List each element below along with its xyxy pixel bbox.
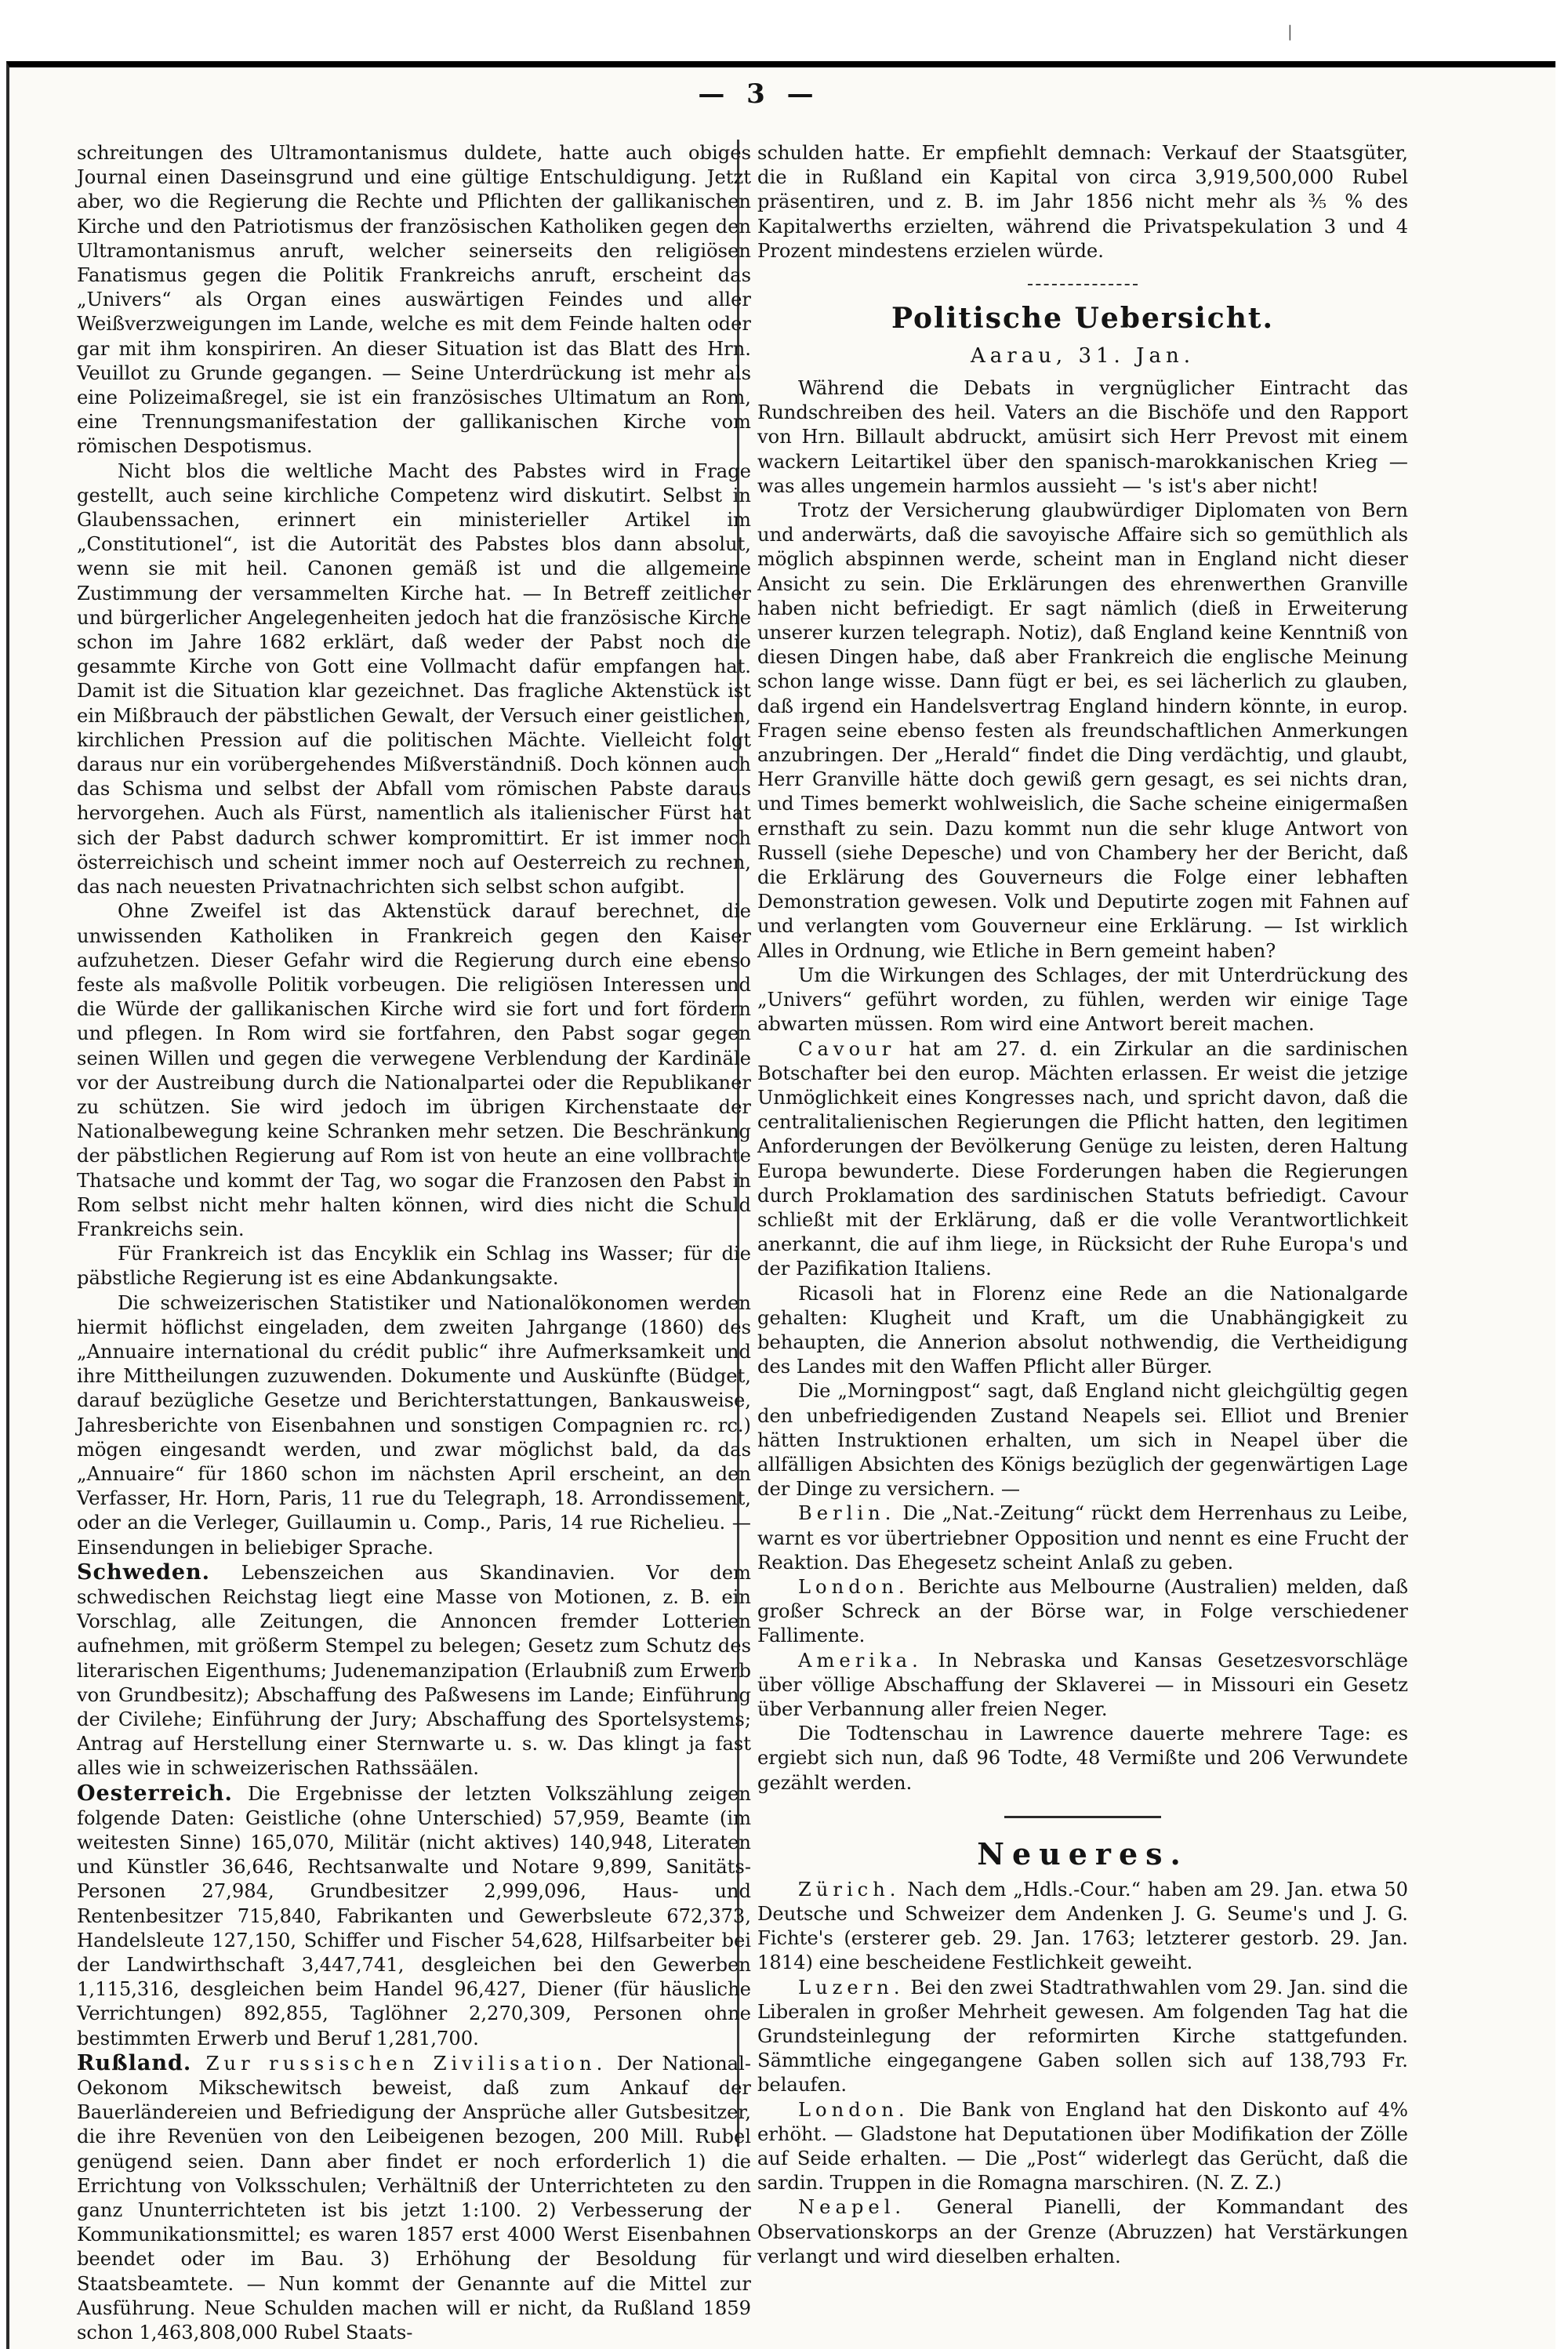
paragraph-lead-london-bank: London.	[798, 2098, 909, 2121]
section-subtitle-russland: Zur russischen Zivilisation.	[191, 2052, 608, 2075]
paragraph-ricasoli: Ricasoli hat in Florenz eine Rede an die Nationalgarde gehalten: Klugheit und Kraft, um die Unabhängigkeit zu behaupten, die Annerion absolut nothwendig, die Vertheidigung des Landes mit den Waffen Pflicht aller Bürger.	[757, 1282, 1408, 1378]
paragraph-pabst-macht: Nicht blos die weltliche Macht des Pabstes wird in Frage gestellt, auch seine kirchliche Competenz wird diskutirt. Selbst in Glaubenssachen, erinnert ein ministerieller Artikel im „Constitutionel“, ist die Autorität des Pabstes blos dann absolut, wenn sie mit heil. Canonen gemäß ist und die allgemeine Zustimmung der versammelten Kirche hat. — In Betreff zeitlicher und bürgerlicher Angelegenheiten jedoch hat die französische Kirche schon im Jahre 1682 erklärt, daß weder der Pabst noch die gesammte Kirche von Gott eine Vollmacht dafür empfangen hat. Damit ist die Situation klar gezeichnet. Das fragliche Aktenstück ist ein Mißbrauch der päbstlichen Gewalt, der Versuch einer geistlichen, kirchlichen Pression auf die politischen Mächte. Vielleicht folgt daraus nur ein vorübergehendes Mißverständniß. Doch können auch das Schisma und selbst der Abfall vom römischen Pabste daraus hervorgehen. Auch als Fürst, namentlich als italienischer Fürst hat sich der Pabst dadurch schwer kompromittirt. Er ist immer noch österreichisch und scheint immer noch auf Oesterreich zu rechnen, das nach neuesten Privatnachrichten sich selbst schon aufgibt.	[77, 459, 751, 899]
section-text-schweden: Lebenszeichen aus Skandinavien. Vor dem schwedischen Reichstag liegt eine Masse von Motionen, z. B. ein Vorschlag, alle Zeitungen, die Annoncen fremder Lotterien aufnehmen, mit größerm Stempel zu belegen; Gesetz zum Schutz des literarischen Eigenthums; Judenemanzipation (Erlaubniß zum Erwerb von Grundbesitz); Abschaffung des Paßwesens im Lande; Einführung der Civilehe; Einführung der Jury; Abschaffung des Sportelsystems; Antrag auf Herstellung einer Sternwarte u. s. w. Das klingt ja fast alles wie in schweizerischen Rathssäälen.	[77, 1561, 751, 1780]
heading-neueres: Neueres.	[977, 1835, 1189, 1872]
section-text-oesterreich: Die Ergebnisse der letzten Volkszählung zeigen folgende Daten: Geistliche (ohne Unterschied) 57,959, Beamte (im weitesten Sinne) 165,070, Militär (nicht aktives) 140,948, Literaten und Künstler 36,646, Rechtsanwalte und Notare 9,899, Sanitäts-Personen 27,984, Grundbesitzer 2,999,096, Haus- und Rentenbesitzer 715,840, Fabrikanten und Gewerbsleute 672,373, Handelsleute 127,150, Schiffer und Fischer 54,628, Hilfsarbeiter bei der Landwirthschaft 3,447,741, desgleichen bei den Gewerben 1,115,316, desgleichen beim Handel 96,427, Diener (für häusliche Verrichtungen) 892,855, Taglöhner 2,270,309, Personen ohne bestimmten Erwerb und Beruf 1,281,700.	[77, 1782, 751, 2049]
paragraph-encyklik: Für Frankreich ist das Encyklik ein Schlag ins Wasser; für die päbstliche Regierung ist es eine Abdankungsakte.	[77, 1243, 751, 1290]
page-number: — 3 —	[698, 78, 820, 110]
paragraph-text-london: Berichte aus Melbourne (Australien) melden, daß großer Schreck an der Börse war, in Folge verschiedener Fallimente.	[757, 1575, 1408, 1647]
paragraph-cavour	[757, 1037, 1408, 1282]
paragraph-text-berlin: Die „Nat.-Zeitung“ rückt dem Herrenhaus zu Leibe, warnt es vor übertriebner Opposition und nennt es eine Frucht der Reaktion. Das Ehegesetz scheint Anlaß zu geben.	[757, 1502, 1408, 1574]
paragraph-lead-berlin: Berlin.	[798, 1502, 896, 1525]
paragraph-luzern	[757, 1976, 1408, 2098]
paragraph-russland-continued: schulden hatte. Er empfiehlt demnach: Verkauf der Staatsgüter, die in Rußland ein Kapital von circa 3,919,500,000 Rubel präsentiren, und z. B. im Jahr 1856 nicht mehr als ⅗ % des Kapitalwerths erzielten, während die Privatspekulation 3 und 4 Prozent mindestens erzielen würde.	[757, 142, 1408, 262]
paragraph-zuerich	[757, 1878, 1408, 1976]
paragraph-neapel	[757, 2195, 1408, 2269]
paragraph-text-zuerich: Nach dem „Hdls.-Cour.“ haben am 29. Jan. etwa 50 Deutsche und Schweizer dem Andenken J. G. Seume's und J. G. Fichte's (ersterer geb. 29. Jan. 1763; letzterer gestorb. 29. Jan. 1814) eine bescheidene Festlichkeit geweiht.	[757, 1878, 1408, 1974]
paragraph-text-luzern: Bei den zwei Stadtrathwahlen vom 29. Jan. sind die Liberalen in großer Mehrheit gewesen. Am folgenden Tag hat die Grundsteinlegung der reformirten Kirche stattgefunden. Sämmtliche eingegangene Gaben sollen sich auf 138,793 Fr. belaufen.	[757, 1976, 1408, 2097]
dateline: Aarau, 31. Jan.	[970, 344, 1196, 369]
section-oesterreich	[77, 1781, 751, 2051]
paragraph-text-amerika: In Nebraska und Kansas Gesetzesvorschläge über völlige Abschaffung der Sklaverei — in Missouri ein Gesetz über Verbannung aller freien Neger.	[757, 1649, 1408, 1720]
paragraph-london-bank	[757, 2098, 1408, 2196]
paragraph-amerika	[757, 1649, 1408, 1723]
paragraph-text-neapel: General Pianelli, der Kommandant des Observationskorps an der Grenze (Abruzzen) hat Verstärkungen verlangt und wird dieselben erhalten.	[757, 2196, 1408, 2267]
section-russland	[77, 2051, 751, 2345]
paragraph-debats: Während die Debats in vergnüglicher Eintracht das Rundschreiben des heil. Vaters an die Bischöfe und den Rapport von Hrn. Billault abdruckt, amüsirt sich Herr Prevost mit einem wackern Leitartikel über den spanisch-marokkanischen Krieg — was alles ungemein harmlos aussieht — 's ist's aber nicht!	[757, 377, 1408, 497]
section-text-russland: Der National-Oekonom Mikschewitsch beweist, daß zum Ankauf der Bauerländereien und Befriedigung der Ansprüche aller Gutsbesitzer, die ihre Revenüen von den Leibeigenen bezogen, 200 Mill. Rubel genügend seien. Dann aber findet er noch erforderlich 1) die Errichtung von Volksschulen; Verhältniß der Unterrichteten zu den ganz Ununterrichteten ist bis jetzt 1:100. 2) Verbesserung der Kommunikationsmittel; es waren 1857 erst 4000 Werst Eisenbahnen beendet oder im Bau. 3) Erhöhung der Besoldung für Staatsbeamtete. — Nun kommt der Genannte auf die Mittel zur Ausführung. Neue Schulden machen will er nicht, da Rußland 1859 schon 1,463,808,000 Rubel Staats-	[77, 2052, 751, 2344]
corner-mark: |	[1287, 22, 1293, 41]
paragraph-lead-cavour: Cavour	[798, 1037, 896, 1060]
paragraph-lead-london: London.	[798, 1575, 909, 1598]
section-lead-oesterreich: Oesterreich.	[77, 1781, 233, 1806]
separator-dashed	[1028, 284, 1138, 285]
paragraph-annuaire-notice: Die schweizerischen Statistiker und Nationalökonomen werden hiermit höflichst eingeladen, dem zweiten Jahrgange (1860) des „Annuaire international du crédit public“ ihre Aufmerksamkeit und ihre Mittheilungen zuzuwenden. Dokumente und Auskünfte (Büdget, darauf bezügliche Gesetze und Berichterstattungen, Bankausweise, Jahresberichte von Eisenbahnen und sonstigen Compagnien rc. rc.) mögen eingesandt werden, und zwar möglichst bald, da das „Annuaire“ für 1860 schon im nächsten April erscheint, an den Verfasser, Hr. Horn, Paris, 11 rue du Telegraph, 18. Arrondissement, oder an die Verleger, Guillaumin u. Comp., Paris, 14 rue Richelieu. — Einsendungen in beliebiger Sprache.	[77, 1291, 751, 1559]
left-column	[77, 141, 751, 2345]
paragraph-berlin	[757, 1501, 1408, 1575]
paragraph-london-melbourne	[757, 1575, 1408, 1649]
paragraph-lawrence: Die Todtenschau in Lawrence dauerte mehrere Tage: es ergiebt sich nun, daß 96 Todte, 48 Vermißte und 206 Verwundete gezählt werden.	[757, 1723, 1408, 1794]
paragraph-lead-zuerich: Zürich.	[798, 1878, 901, 1901]
section-lead-schweden: Schweden.	[77, 1559, 211, 1585]
paragraph-univers-schlag: Um die Wirkungen des Schlages, der mit Unterdrückung des „Univers“ geführt worden, zu fühlen, werden wir einige Tage abwarten müssen. Rom wird eine Antwort bereit machen.	[757, 964, 1408, 1036]
paragraph-lead-amerika: Amerika.	[798, 1649, 923, 1672]
paragraph-univers-continued: schreitungen des Ultramontanismus duldete, hatte auch obiges Journal einen Daseinsgrund und eine gültige Entschuldigung. Jetzt aber, wo die Regierung die Rechte und Pflichten der gallikanischen Kirche und den Patriotismus der französischen Katholiken gegen den Ultramontanismus anruft, welcher seinerseits den religiösen Fanatismus gegen die Politik Frankreichs anruft, erscheint das „Univers“ als Organ eines auswärtigen Feindes und aller Weißverzweigungen im Lande, welche es mit dem Feinde halten oder gar mit ihm konspiriren. An dieser Situation ist das Blatt des Hrn. Veuillot zu Grunde gegangen. — Seine Unterdrückung ist mehr als eine Polizeimaßregel, sie ist ein französisches Ultimatum an Rom, eine Trennungsmanifestation der gallikanischen Kirche vom römischen Despotismus.	[77, 142, 751, 458]
paragraph-aktenstueck: Ohne Zweifel ist das Aktenstück darauf berechnet, die unwissenden Katholiken in Frankreich gegen den Kaiser aufzuhetzen. Dieser Gefahr wird die Regierung durch eine ebenso feste als maßvolle Politik vorbeugen. Die religiösen Interessen und die Würde der gallikanischen Kirche wird sie fort und fort fördern und pflegen. In Rom wird sie fortfahren, den Pabst sogar gegen seinen Willen und gegen die verwegene Verblendung der Kardinäle vor der Austreibung durch die Nationalpartei oder die Republikaner zu schützen. Sie wird jedoch im übrigen Kirchenstaate der Nationalbewegung keine Schranken mehr setzen. Die Beschränkung der päbstlichen Regierung auf Rom ist von heute an eine vollbrachte Thatsache und kommt der Tag, wo sogar die Franzosen den Pabst in Rom selbst nicht mehr halten können, wird dies nicht die Schuld Frankreichs sein.	[77, 900, 751, 1240]
heading-politische-uebersicht: Politische Uebersicht.	[891, 302, 1275, 336]
section-lead-russland: Rußland.	[77, 2050, 192, 2075]
right-column	[757, 141, 1408, 2269]
paragraph-savoyen: Trotz der Versicherung glaubwürdiger Diplomaten von Bern und anderwärts, daß die savoyische Affaire sich so gemüthlich als möglich abspinnen werde, scheint man in England nicht dieser Ansicht zu sein. Die Erklärungen des ehrenwerthen Granville haben nicht befriedigt. Er sagt nämlich (dieß in Erweiterung unserer kurzen telegraph. Notiz), daß England keine Kenntniß von diesen Dingen habe, daß aber Frankreich die englische Meinung schon lange wisse. Dann fügt er bei, es sei lächerlich zu glauben, daß irgend ein Handelsvertrag England hindern könnte, in europ. Fragen seine ebenso festen als freundschaftlichen Anmerkungen anzubringen. Der „Herald“ findet die Ding verdächtig, und glaubt, Herr Granville hätte doch gewiß gern gesagt, es sei nichts dran, und Times bemerkt wohlweislich, die Sache scheine einigermaßen ernsthaft zu sein. Dazu kommt nun die sehr kluge Antwort von Russell (siehe Depesche) und von Chambery her der Bericht, daß die Erklärung des Gouverneurs die Folge einer lebhaften Demonstration gewesen. Volk und Deputirte zogen mit Fahnen auf und verlangten vom Gouverneur eine Erklärung. — Ist wirklich Alles in Ordnung, wie Etliche in Bern gemeint haben?	[757, 499, 1408, 962]
section-schweden	[77, 1560, 751, 1781]
separator-rule	[1004, 1816, 1161, 1818]
paragraph-text-cavour: hat am 27. d. ein Zirkular an die sardinischen Botschafter bei den europ. Mächten erlassen. Er weist die jetzige Unmöglichkeit eines Kongresses nach, und spricht davon, daß die centralitalienischen Regierungen die Pflicht hatten, den legitimen Anforderungen der Bevölkerung Genüge zu leisten, deren Haltung Europa bewunderte. Diese Forderungen haben die Regierungen durch Proklamation des sardinischen Statuts befriedigt. Cavour schließt mit der Erklärung, daß er die volle Verantwortlichkeit anerkannt, die auf ihm liege, in Rücksicht der Ruhe Europa's und der Pazifikation Italiens.	[757, 1037, 1408, 1280]
paragraph-text-london-bank: Die Bank von England hat den Diskonto auf 4% erhöht. — Gladstone hat Deputationen über Modifikation der Zölle auf Seide erhalten. — Die „Post“ widerlegt das Gerücht, daß die sardin. Truppen in die Romagna marschiren. (N. Z. Z.)	[757, 2098, 1408, 2195]
paragraph-lead-neapel: Neapel.	[798, 2196, 906, 2219]
paragraph-morningpost: Die „Morningpost“ sagt, daß England nicht gleichgültig gegen den unbefriedigenden Zustand Neapels sei. Elliot und Brenier hätten Instruktionen erhalten, um sich in Neapel über die allfälligen Absichten des Königs bezüglich der gegenwärtigen Lage der Dinge zu versichern. —	[757, 1380, 1408, 1501]
paragraph-lead-luzern: Luzern.	[798, 1976, 905, 1999]
